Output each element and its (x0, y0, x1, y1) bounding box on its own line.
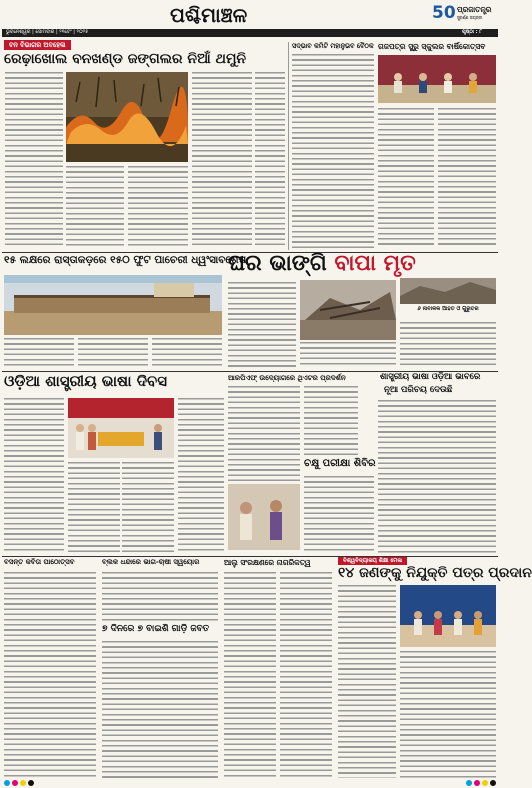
odia-day-photo (68, 398, 174, 458)
b2-headline: ବ୍ଲକ ଧନ୍ଦାରେ ଭାଗ-ଚାଷୀ ସ୍ୱୟୋର (102, 558, 200, 566)
dateline: ଭୁବନେଶ୍ୱର | ସୋମବାର | ୨୧ଟେଂ | ୨୦୨୫ (6, 29, 89, 35)
top-small-col1 (292, 54, 374, 249)
odia-day-col3 (122, 462, 174, 553)
b4-kicker: ବିଶ୍ୱବିଦ୍ୟାଳୟ ଶିକ୍ଷା ମେଳା (338, 557, 407, 565)
forest-fire-col2 (66, 166, 124, 249)
odia-day-col1 (4, 398, 64, 553)
registration-mark (4, 780, 10, 786)
b2-sub: ୭ ଦିନରେ ୭ ବାଇଶି ଗାଡ଼ି ଜବତ (102, 624, 210, 634)
masthead-title: ପଶ୍ଚିମାଞ୍ଚଳ (170, 3, 248, 27)
forest-fire-col1 (5, 72, 63, 249)
divider (288, 42, 289, 250)
health-col1 (228, 386, 300, 481)
school-photo (378, 55, 496, 103)
road-wall-col2 (78, 338, 148, 368)
eye-col1 (304, 476, 374, 553)
road-wall-photo (4, 275, 222, 335)
school-col1 (378, 108, 434, 248)
odia-office-headline: ଶାସ୍ତ୍ରୀୟ ଭାଷା ଓଡ଼ିଆ ଭାବରେ (380, 372, 481, 382)
registration-mark (474, 780, 480, 786)
top-small-headline: ସଦ୍ଭାବ କମିଟି ମହାନୁଭବ ବୈଠକ (292, 42, 374, 50)
b3-headline: ଆଲୁ ସଂରକ୍ଷଣରେ ନାଗରିକତ୍ୱ (224, 558, 311, 567)
house-collapse-sub: ୬ ନାବାଳକ ଆହତ ଓ ଗୁରୁତର (417, 306, 479, 312)
b4-photo (400, 585, 496, 647)
b4-col2 (400, 651, 496, 778)
logo-number: 50 (432, 3, 456, 23)
forest-fire-col3 (128, 166, 188, 249)
section-rule (2, 556, 498, 557)
registration-mark (28, 780, 34, 786)
house-col1 (228, 282, 296, 368)
road-wall-col1 (4, 338, 74, 368)
b2-col1 (102, 572, 218, 622)
logo-text: ପ୍ରଜାତନ୍ତ୍ର (457, 5, 492, 14)
health-col2 (304, 386, 358, 456)
forest-fire-headline: ରେଢ଼ାଖୋଲ ବନଖଣ୍ଡ ଜଙ୍ଗଲର ନିଆଁ ଥମୁନି (4, 51, 247, 67)
house-col2 (300, 342, 396, 368)
health-camp-headline: ଆରପିଏଫ୍ ଉଦ୍ୟୋଗରେ ଥିଏଟର ପ୍ରଦର୍ଶନ (228, 374, 346, 382)
registration-mark (490, 780, 496, 786)
house-collapse-headline (228, 252, 496, 276)
odia-office-col1 (378, 400, 496, 553)
b2-col2 (102, 641, 218, 778)
road-wall-col3 (152, 338, 222, 368)
registration-mark (20, 780, 26, 786)
forest-fire-col4 (192, 72, 252, 249)
registration-mark (466, 780, 472, 786)
registration-mark (12, 780, 18, 786)
house-collapse-photo (300, 280, 396, 340)
logo-sub: ସୁବର୍ଣ୍ଣ ଜୟନ୍ତୀ (457, 15, 483, 20)
logo-50-badge (432, 4, 456, 24)
house-collapse-photo-2 (400, 278, 496, 304)
forest-fire-col5 (255, 72, 285, 249)
forest-fire-kicker: ବନ ବିଭାଗର ଅବହେଳା (4, 40, 71, 50)
b4-headline: ୧୪ ଜଣଙ୍କୁ ନିଯୁକ୍ତି ପତ୍ର ପ୍ରଦାନ (338, 565, 532, 581)
school-headline: ଗଜପତ୍ର ସୁରୁ ସ୍କୁଲର ବାର୍ଷିକୋତ୍ସବ (378, 42, 486, 51)
forest-fire-photo (66, 72, 188, 162)
house-collapse-headline-red: ବାପା ମୃତ (334, 251, 416, 276)
odia-day-col4 (178, 398, 224, 553)
odia-day-headline: ଓଡ଼ିଆ ଶାସ୍ତ୍ରୀୟ ଭାଷା ଦିବସ (4, 372, 168, 390)
b3-col1 (224, 572, 276, 778)
school-col2 (438, 108, 496, 248)
road-wall-headline: ୧୫ ଲକ୍ଷରେ ରାସ୍ତାକଡ଼ରେ ୧୫୦ ଫୁଟ ପାଚେରୀ ଧ୍ୱଂସାବଶେଷ (4, 254, 247, 266)
registration-mark (482, 780, 488, 786)
eye-camp-photo (228, 484, 300, 550)
b3-col2 (280, 572, 332, 778)
b1-headline: ବସନ୍ତ କବିତା ପାଠୋତ୍ସବ (4, 558, 75, 566)
house-col3 (400, 322, 496, 368)
odia-office-headline-2: ନୂଆ ପରିଚୟ ଦେଉଛି (384, 385, 453, 395)
eye-camp-headline: ଚକ୍ଷୁ ପରୀକ୍ଷା ଶିବିର (304, 458, 376, 469)
page-label: ପୃଷ୍ଠା : ୮ (462, 29, 482, 35)
odia-day-col2 (68, 462, 120, 553)
b4-col1 (338, 585, 396, 778)
house-collapse-headline-black: ଘର ଭାଙ୍ଗି (228, 251, 335, 276)
b1-col1 (4, 572, 96, 778)
